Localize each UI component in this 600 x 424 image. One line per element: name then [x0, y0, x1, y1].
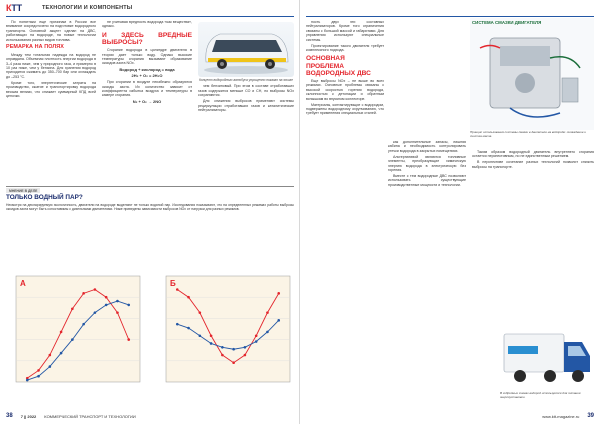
data-point [94, 311, 97, 314]
data-point [244, 354, 247, 357]
plot-area [16, 276, 140, 382]
left-column-2 [102, 20, 192, 184]
paragraph: Альтернативой являются топливные элементы, преобразующие химическую энергию водорода в электрическую без горения. [388, 154, 466, 173]
page-number: 39 [587, 413, 594, 419]
paragraph: не учитывая вредность водорода «как вещества», однако. [102, 20, 192, 29]
data-point [221, 354, 224, 357]
paragraph: Материалы, контактирующие с водородом, подвержены водородному охрупчиванию, что требует применения специальных сталей. [306, 102, 384, 116]
data-point [255, 340, 258, 343]
chart-panel [166, 276, 290, 382]
right-column-2 [388, 140, 466, 396]
image-caption: Концепт водородного автобуса упрощенно показан на эскизе [199, 78, 293, 82]
data-point [187, 296, 190, 299]
issue-number: 7 || 2022 [20, 413, 37, 419]
right-column-1 [306, 20, 384, 320]
truck-icon [500, 320, 594, 390]
right-column-3 [472, 150, 594, 316]
data-point [127, 338, 130, 341]
paragraph: Еще выбросы NOx – не выше во всех режимах. Основные проблемы связаны с высокой скоростью горения водорода, склонностью к детонации и обратным вспышкам во впускном коллекторе. [306, 79, 384, 101]
emissions-charts [6, 268, 294, 398]
paragraph: По понятным еще причинам в России все внимание сосредоточено на подготовке водородного транспорта. Основной акцент сделан на ДВС, работающих на водороде, на новые технологии использования разных видов топлива. [6, 20, 96, 42]
page-number: 38 [6, 413, 13, 419]
left-column-3 [198, 20, 294, 184]
paragraph: Таким образом водородный двигатель внутреннего сгорания остается перспективным, но не единственным решением. [472, 150, 594, 159]
truck-caption: В гибридных схемах водород используется для питания энергоустановки. [500, 391, 581, 399]
bus-icon [198, 22, 294, 77]
chart-panel [16, 276, 140, 382]
data-point [105, 296, 108, 299]
website: www.ktt-magazine.ru [542, 413, 580, 419]
data-point [49, 365, 52, 368]
data-point [49, 354, 52, 357]
header-rule [306, 16, 594, 17]
data-point [232, 361, 235, 364]
right-page [300, 0, 600, 424]
charts-area [6, 268, 294, 404]
formula: N₂ + O₂ → 2NO [132, 98, 162, 104]
paragraph: Между тем тотальная надежда на водород не оправдана. Объемная плотность энергии водорода в 3–4 раза ниже, чем у природного газа, и примерно в 10 раз ниже, чем у бензина. Для хранения водород приходится сжимать до 350–700 бар или охлаждать до –253 °С. [6, 52, 96, 79]
right-footer [306, 411, 594, 421]
paragraph: ность двух эти составных нейтрализаторов. Кроме того ограничения связаны с большой массой и габаритами. Для управления используют специальные системы. [306, 20, 384, 42]
formula-label: Водород + кислород = вода [119, 66, 175, 72]
data-point [37, 375, 40, 378]
data-point [277, 292, 280, 295]
data-point [116, 311, 119, 314]
data-point [266, 311, 269, 314]
subheading: ОСНОВНАЯ ПРОБЛЕМА ВОДОРОДНЫХ ДВС [306, 55, 371, 77]
subheading: И ЗДЕСЬ ВРЕДНЫЕ ВЫБРОСЫ? [102, 31, 192, 47]
data-point [199, 334, 202, 337]
data-point [37, 369, 40, 372]
truck-illustration [500, 320, 594, 390]
data-point [277, 319, 280, 322]
magazine-logo: КТТ [6, 3, 22, 13]
data-point [60, 352, 63, 355]
lead-paragraph: Несмотря на декларируемую экологичность, двигатели на водороде выделяют не только водяной пар. Исследования показывают, что на определенных режимах работы выбросы оксидов азота могут быть сопоставимы с дизельными двигателями. Ниже приведены зависимости выбросов NOx от нагрузки для разных режимов. [6, 203, 294, 211]
data-point [82, 292, 85, 295]
data-point [26, 379, 29, 382]
data-point [71, 338, 74, 341]
paragraph: Сгорание водорода в цилиндре двигателя в теории дает только воду. Однако высокие температуры сгорания вызывают образование оксидов азота NOx. [102, 48, 192, 66]
data-point [105, 304, 108, 307]
data-point [266, 331, 269, 334]
data-point [116, 300, 119, 303]
chart-panel-label: Б [170, 279, 176, 288]
paragraph: В перспективе сочетание разных технологий позволит снизить выбросы на транспорте. [472, 160, 594, 169]
data-point [82, 323, 85, 326]
paragraph: При сгорании в воздухе неизбежно образуются оксиды азота. Их количество зависит от коэффициента избытка воздуха и температуры в камере сгорания. [102, 80, 192, 98]
data-point [199, 311, 202, 314]
sidebar-tag: МНЕНИЕ В ДЕЛЕ [6, 188, 40, 193]
subheading: РЕМАРКА НА ПОЛЯХ [6, 44, 64, 51]
data-point [221, 346, 224, 349]
bus-illustration [198, 22, 294, 77]
magazine-name: КОММЕРЧЕСКИЙ ТРАНСПОРТ И ТЕХНОЛОГИИ [44, 413, 136, 419]
data-point [127, 304, 130, 307]
article-title: ТОЛЬКО ВОДНЫЙ ПАР? [6, 194, 83, 201]
paragraph: Для снижения выбросов применяют системы рециркуляции отработавших газов и каталитические нейтрализаторы. [198, 99, 294, 113]
diagram-caption: Принцип использования системы смазки в двигателе на водороде: охлаждение и очистка масла. [470, 130, 587, 138]
data-point [255, 334, 258, 337]
engine-icon [470, 18, 594, 130]
paragraph: как дополнительные запасы, лишняя кабина и необходимость контролировать утечки водорода в закрытых помещениях. [388, 140, 466, 153]
diagram-title: СИСТЕМА СМАЗКИ ДВИГАТЕЛЯ [472, 20, 542, 25]
left-column-1 [6, 20, 96, 184]
data-point [244, 346, 247, 349]
data-point [176, 288, 179, 291]
paragraph: чем бензиновый. При этом в составе отработавших газов содержится меньше CO и CH, но выбросы NOx сохраняются. [198, 84, 294, 98]
chart-panel-label: А [20, 279, 26, 288]
data-point [176, 323, 179, 326]
data-point [71, 307, 74, 310]
data-point [187, 327, 190, 330]
paragraph: Вместе с тем водородные ДВС позволяют использовать существующие производственные мощности и технологии. [388, 174, 466, 187]
data-point [232, 348, 235, 351]
data-point [60, 331, 63, 334]
left-footer [6, 411, 294, 421]
paragraph: Проектирование такого двигателя требует комплексного подхода. [306, 43, 384, 53]
plot-area [166, 276, 290, 382]
engine-diagram [470, 18, 594, 130]
section-divider [6, 186, 294, 187]
section-title: ТЕХНОЛОГИИ И КОМПОНЕНТЫ [42, 5, 133, 11]
formula: 2H₂ + O₂ = 2H₂O [131, 73, 163, 79]
header-rule [6, 16, 294, 17]
data-point [210, 334, 213, 337]
paragraph: Кроме того, энергетические затраты на производство, сжатие и транспортировку водорода весьма велики, что снижает суммарный КПД всей цепочки. [6, 80, 96, 99]
data-point [210, 342, 213, 345]
data-point [94, 288, 97, 291]
